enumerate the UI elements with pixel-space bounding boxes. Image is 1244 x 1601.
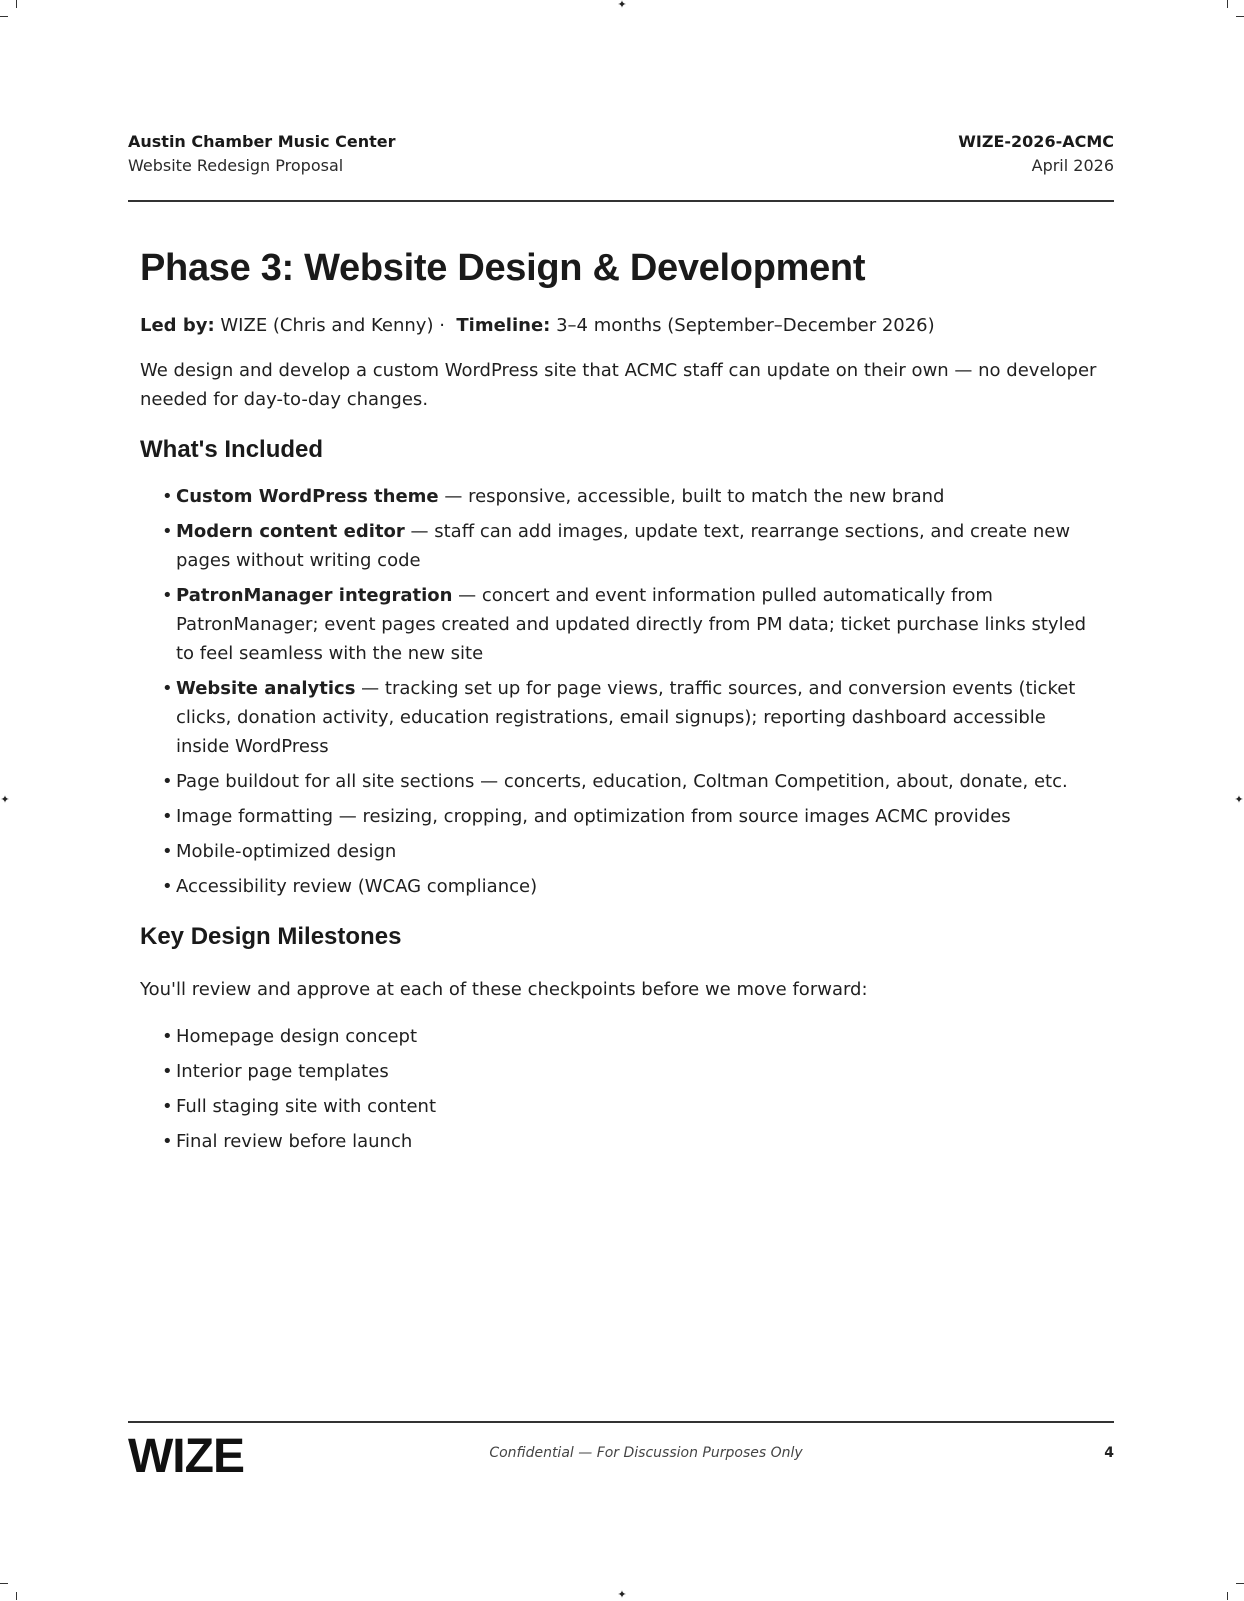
included-heading: What's Included [140,436,324,463]
item-text: Image formatting — resizing, cropping, and optimization from source images ACMC provides [176,806,1011,827]
item-text: Page buildout for all site sections — concerts, education, Coltman Competition, about, donate, etc. [176,771,1068,792]
milestones-heading: Key Design Milestones [140,923,402,950]
item-text: — tracking set up for page views, traffic sources, and conversion events (ticket clicks, donation activity, education registrations, email signups); reporting dashboard accessible inside WordPress [176,678,1076,757]
timeline-label: Timeline: [456,315,551,336]
list-item: • Final review before launch [162,1127,1100,1156]
registration-mark-right: ✦ [1234,793,1244,806]
list-item [162,872,1100,901]
item-text: — staff can add images, update text, rearrange sections, and create new pages without writing code [176,521,1071,571]
item-title: Custom WordPress theme [176,486,439,507]
crop-mark-br-v [1227,1592,1228,1600]
header-right [958,130,1114,178]
doc-title: Website Redesign Proposal [128,156,344,175]
item-text: — concert and event information pulled automatically from PatronManager; event pages created and updated directly from PM data; ticket purchase links styled to feel seamless with the new site [176,585,1087,664]
intro-paragraph: We design and develop a custom WordPress site that ACMC staff can update on their own — no developer needed for day-to-day changes. [140,360,1097,410]
list-item [162,767,1100,796]
crop-mark-tr-v [1227,0,1228,8]
milestones-intro: You'll review and approve at each of these checkpoints before we move forward: [140,979,868,1000]
crop-mark-tl-v [16,0,17,8]
list-item [162,837,1100,866]
list-item [162,802,1100,831]
crop-mark-tl-h [0,16,8,17]
header-left [128,130,396,178]
led-by-value: WIZE (Chris and Kenny) [214,315,440,336]
crop-mark-bl-v [16,1592,17,1600]
list-item: • Full staging site with content [162,1092,1100,1121]
meta-separator: · [439,315,445,336]
item-text: Accessibility review (WCAG compliance) [176,876,538,897]
list-item [162,674,1100,761]
list-item [162,482,1100,511]
org-name: Austin Chamber Music Center [128,132,396,151]
crop-mark-br-h [1236,1583,1244,1584]
page-content [140,238,1100,1162]
item-text: Mobile-optimized design [176,841,397,862]
led-by-label: Led by: [140,315,215,336]
crop-mark-bl-h [0,1583,8,1584]
list-item [162,517,1100,575]
page-title: Phase 3: Website Design & Development [140,247,866,289]
list-item: • Homepage design concept [162,1022,1100,1051]
wize-logo: WIZE [128,1430,244,1483]
item-title: PatronManager integration [176,585,453,606]
page-footer [128,1421,1114,1483]
registration-mark-bottom: ✦ [617,1588,627,1601]
milestones-list [140,1022,1100,1156]
list-item: • Interior page templates [162,1057,1100,1086]
item-title: Website analytics [176,678,356,699]
phase-meta [140,312,1100,340]
timeline-value: 3–4 months (September–December 2026) [550,315,935,336]
doc-id: WIZE-2026-ACMC [958,132,1114,151]
item-title: Modern content editor [176,521,405,542]
item-text: — responsive, accessible, built to match the new brand [438,486,945,507]
page-header [128,130,1114,202]
page-number: 4 [1104,1445,1114,1461]
included-list [140,482,1100,901]
confidential-notice: Confidential — For Discussion Purposes Only [489,1445,803,1461]
doc-date: April 2026 [1031,156,1114,175]
registration-mark-top: ✦ [617,0,627,11]
list-item [162,581,1100,668]
registration-mark-left: ✦ [0,793,10,806]
crop-mark-tr-h [1236,16,1244,17]
